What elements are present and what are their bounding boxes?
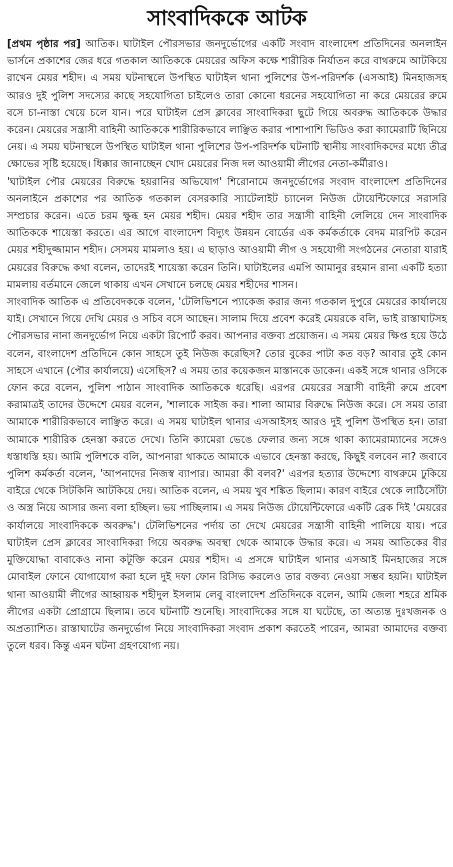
article-paragraph-2: 'ঘাটাইল পৌর মেয়রের বিরুদ্ধে হয়রানির অভিযোগ' শিরোনামে জনদুর্ভোগের সংবাদ বাংলাদেশ প্রতিদিনের অনলাইনে প্রকাশের পর আতিক গতকাল বেসরকারি স্যাটেলাইট চ্যানেল নিউজ টোয়েন্টিফোরে সরাসরি সম্প্রচার করেন। এতে চরম ক্ষুব্ধ হন মেয়র শহীদ। মেয়র শহীদ তার সন্ত্রাসী বাহিনী লেলিয়ে দেন সাংবাদিক আতিককে শায়েস্তা করতে। এর আগে বাংলাদেশ বিদ্যুৎ উন্নয়ন বোর্ডের এক কর্মকর্তাকে বেদম মারপিট করেন মেয়র শহীদুজ্জামান শহীদ। সেসময় মামলাও হয়। এ ছাড়াও আওয়ামী লীগ ও সহযোগী সংগঠনের নেতারা যারাই মেয়রের বিরুদ্ধে কথা বলেন, তাদেরই শায়েস্তা করেন তিনি। ঘাটাইলের এমপি আমানুর রহমান রানা একটি হত্যা মামলায় বর্তমানে জেলে থাকায় এখন সেখানে চলছে মেয়র শহীদের শাসন। bbox=[7, 176, 447, 291]
article-headline: সাংবাদিককে আটক bbox=[147, 6, 307, 30]
article-paragraph-1-text: আতিক। ঘাটাইল পৌরসভার জনদুর্ভোগের একটি সংবাদ বাংলাদেশ প্রতিদিনের অনলাইন ভার্সনে প্রকাশের জের ধরে গতকাল আতিককে মেয়রের অফিস কক্ষে শারীরিক নির্যাতন করে বাথরুমে আটকিয়ে রাখেন মেয়র শহীদ। এ সময় ঘটনাস্থলে উপস্থিত ঘাটাইল থানা পুলিশের উপ-পরিদর্শক (এসআই) মিনহাজসহ আরও দুই পুলিশ সদস্যের কাছে সহযোগিতা চাইলেও তারা কোনো ধরনের সহযোগিতা না করে মেয়রের রুমে বসে চা-নাস্তা খেয়ে চলে যান। পরে ঘাটাইল প্রেস ক্লাবের সাংবাদিকরা ছুটে গিয়ে অবরুদ্ধ আতিককে উদ্ধার করেন। মেয়রের সন্ত্রাসী বাহিনী আতিককে শারীরিকভাবে লাঞ্ছিত করার পাশাপাশি ভিডিও করা ক্যামেরাটি ছিনিয়ে নেয়। এ সময় ঘটনাস্থলে উপস্থিত ঘাটাইল থানা পুলিশের উপ-পরিদর্শক ঘটনাটি স্থানীয় সাংবাদিকদের মধ্যে তীব্র ক্ষোভের সৃষ্টি হয়েছে। ধিক্কার জানাচ্ছেন খোদ মেয়রের নিজ দল আওয়ামী লীগের নেতা-কর্মীরাও। bbox=[7, 39, 447, 171]
article-paragraph-3: সাংবাদিক আতিক এ প্রতিবেদককে বলেন, 'টেলিভিশনে প্যাকেজ করার জন্য গতকাল দুপুরে মেয়রের কার্যালয়ে যাই। সেখানে গিয়ে দেখি মেয়র ও সচিব বসে আছেন। সালাম দিয়ে প্রবেশ করেই মেয়রকে বলি, ভাই রাস্তাঘাটসহ পৌরসভার নানা জনদুর্ভোগ নিয়ে একটা রিপোর্ট করব। আপনার বক্তব্য প্রয়োজন। এ সময় মেয়র ক্ষিপ্ত হয়ে উঠে বলেন, বাংলাদেশ প্রতিদিনে কোন সাহসে তুই নিউজ করেছিস? তোর বুকের পাটা কত বড়? আবার তুই কোন সাহসে এখানে (পৌর কার্যালয়ে) এসেছিস? এ সময় তার কয়েকজন মাস্তানকে ডাকেন। একই সঙ্গে থানার ওসিকে ফোন করে বলেন, পুলিশ পাঠান সাংবাদিক আতিককে ধরেছি। এরপর মেয়রের সন্ত্রাসী বাহিনী রুমে প্রবেশ করামাত্রই তাদের উদ্দেশে মেয়র বলেন, 'শালাকে সাইজ কর। শালা আমার বিরুদ্ধে নিউজ করে। সে সময় তারা আমাকে শারীরিকভাবে লাঞ্ছিত করে। এ সময় ঘাটাইল থানার এসআইসহ আরও দুই পুলিশ উপস্থিত হন। তারা আমাকে শারীরিক হেনস্তা করতে দেখে। তিনি ক্যামেরা ভেঙে ফেলার জন্য সঙ্গে থাকা ক্যামেরাম্যানের সঙ্গেও ধস্তাধস্তি হয়। আমি পুলিশকে বলি, আপনারা থাকতে আমাকে এভাবে হেনস্তা করছে, কিছুই বলবেন না? জবাবে পুলিশ কর্মকর্তা বলেন, 'আপনাদের নিজস্ব ব্যাপার। আমরা কী বলব?' এরপর হত্যার উদ্দেশ্যে বাথরুমে ঢুকিয়ে বাইরে থেকে সিটকিনি আটকিয়ে দেয়। আতিক বলেন, এ সময় খুব শঙ্কিত ছিলাম। কারণ বাইরে থেকে লাঠিসোঁটা ও অস্ত্র নিয়ে আসার জন্য বলা হচ্ছিল। ভয় পাচ্ছিলাম। এ সময় নিউজ টোয়েন্টিফোরে একটি ব্রেক দিই 'মেয়রের কার্যালয়ে সাংবাদিককে অবরুদ্ধ'। টেলিভিশনের পর্দায় তা দেখে মেয়রের সন্ত্রাসী বাহিনী পালিয়ে যায়। পরে ঘাটাইল প্রেস ক্লাবের সাংবাদিকরা গিয়ে অবরুদ্ধ অবস্থা থেকে আমাকে উদ্ধার করে। এ সময় আতিকের বীর মুক্তিযোদ্ধা বাবাকেও নানা কটূক্তি করেন মেয়র শহীদ। এ প্রসঙ্গে ঘাটাইল থানার এসআই মিনহাজের সঙ্গে মোবাইল ফোনে যোগাযোগ করা হলে দুই দফা ফোন রিসিভ করলেও তার বক্তব্য নেওয়া সম্ভব হয়নি। ঘাটাইল থানা আওয়ামী লীগের আহ্বায়ক শহীদুল ইসলাম লেবু বাংলাদেশ প্রতিদিনকে বলেন, আমি জেলা শহরে শ্রমিক লীগের একটা প্রোগ্রামে ছিলাম। তবে ঘটনাটি শুনেছি। সাংবাদিকের সঙ্গে যা ঘটেছে, তা অত্যন্ত দুঃখজনক ও অপ্রত্যাশিত। রাস্তাঘাটের জনদুর্ভোগ নিয়ে সাংবাদিকরা সংবাদ প্রকাশ করতেই পারেন, আমরা আমাদের বক্তব্য তুলে ধরব। কিন্তু এমন ঘটনা গ্রহণযোগ্য নয়। bbox=[7, 297, 447, 653]
article-body bbox=[7, 36, 447, 655]
article-dateline: [প্রথম পৃষ্ঠার পর] bbox=[7, 39, 81, 50]
article-paragraph-1 bbox=[7, 36, 447, 174]
